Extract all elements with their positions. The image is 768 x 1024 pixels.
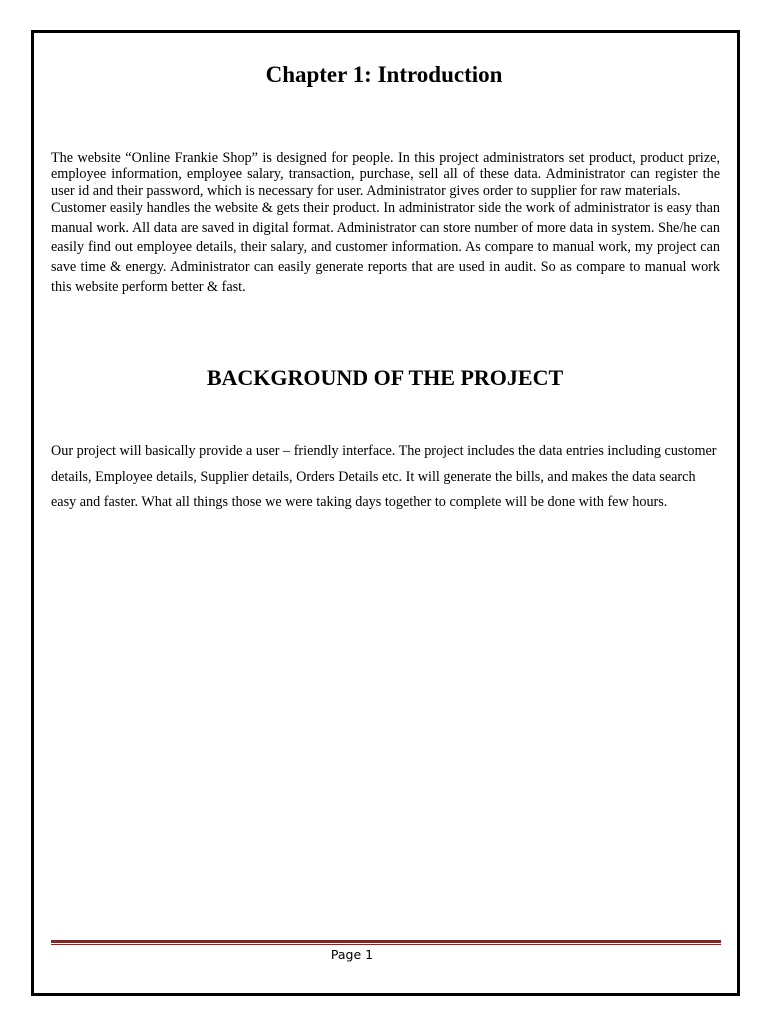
background-paragraph: Our project will basically provide a user – friendly interface. The project includes the data entries including customer details, Employee details, Supplier details, Orders Details etc. It will generate the bills, and makes the data search easy and faster. What all things those we were taking days together to complete will be done with few hours. [51,443,717,511]
footer-rule [51,940,721,945]
background-heading: BACKGROUND OF THE PROJECT [206,365,564,390]
introduction-paragraph-1: The website “Online Frankie Shop” is designed for people. In this project administrators set product, product prize, employee information, employee salary, transaction, purchase, sell all of these data. Administrator can register the user id and their password, which is necessary for user. Administrator gives order to supplier for raw materials. [51,150,720,199]
introduction-section [51,150,720,297]
page-number: Page 1 [330,947,374,962]
introduction-paragraph-2: Customer easily handles the website & gets their product. In administrator side the work of administrator is easy than manual work. All data are saved in digital format. Administrator can store number of more data in system. She/he can easily find out employee details, their salary, and customer information. As compare to manual work, my project can save time & energy. Administrator can easily generate reports that are used in audit. So as compare to manual work this website perform better & fast. [51,200,720,295]
chapter-title: Chapter 1: Introduction [265,62,503,87]
